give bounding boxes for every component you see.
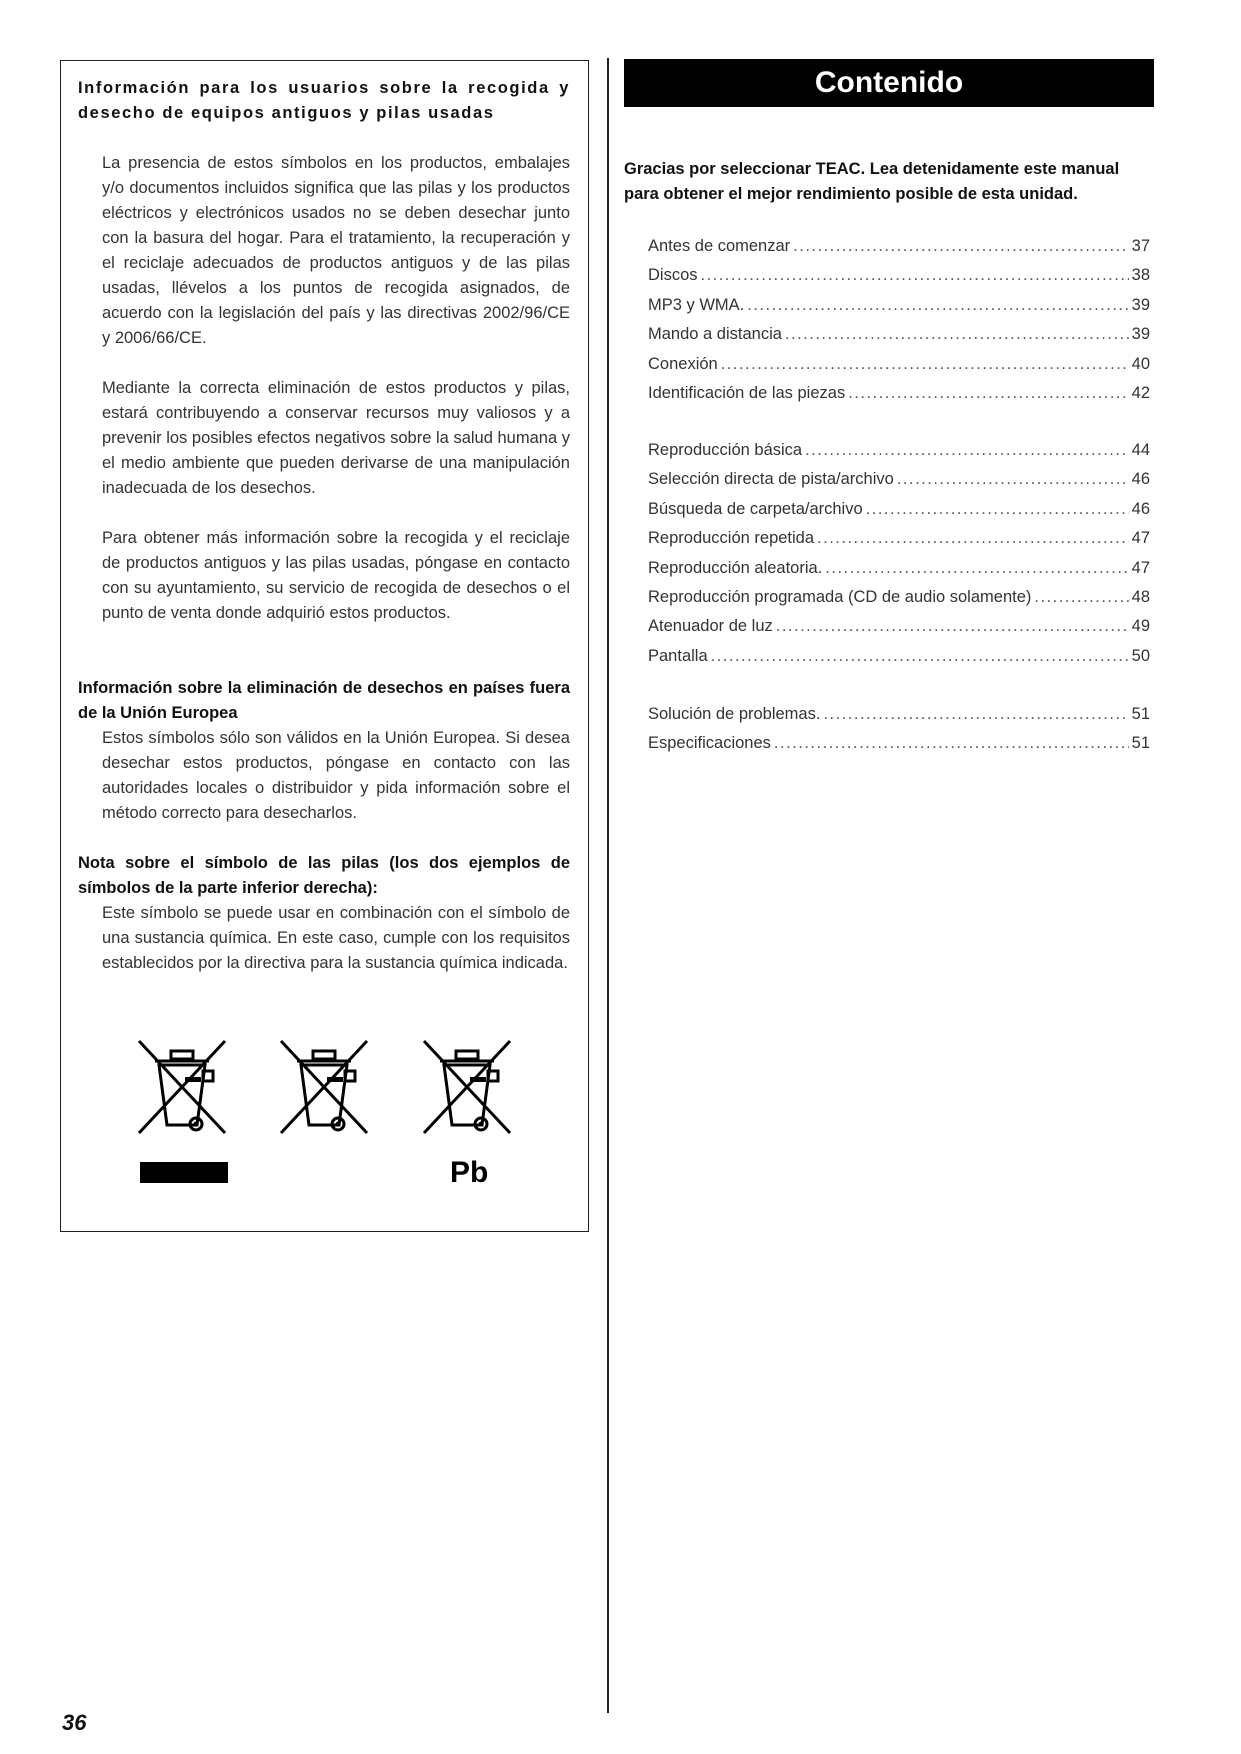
toc-entry-label: Reproducción básica xyxy=(648,441,803,459)
intro-text: Gracias por seleccionar TEAC. Lea detenidamente este manual para obtener el mejor rendimiento posible de esta unidad. xyxy=(624,160,1120,203)
toc-entry xyxy=(648,497,1150,522)
toc-entry-page: 51 xyxy=(1131,734,1150,753)
toc-entry-page: 40 xyxy=(1131,354,1150,373)
battery-note-text: Este símbolo se puede usar en combinación con el símbolo de una sustancia química. En este caso, cumple con los requisitos establecidos por la directiva para la sustancia química indicada. xyxy=(102,904,570,972)
toc-entry xyxy=(648,644,1150,669)
weee-heading: Información para los usuarios sobre la recogida y desecho de equipos antiguos y pilas usadas xyxy=(78,79,570,122)
toc-entry xyxy=(648,585,1150,610)
weee-paragraph-1: La presencia de estos símbolos en los productos, embalajes y/o documentos incluidos significa que las pilas y los productos eléctricos y electrónicos usados no se deben desechar junto con la basura del hogar. Para el tratamiento, la recuperación y el reciclaje adecuados de productos antiguos y de las pilas usadas, llévelos a los puntos de recogida asignados, de acuerdo con la legislación del país y las directivas 2002/96/CE y 2006/66/CE. xyxy=(102,154,570,347)
toc-entry xyxy=(648,322,1150,347)
toc-entry-page: 47 xyxy=(1131,529,1150,548)
toc-entry-label: MP3 y WMA. xyxy=(648,295,745,314)
toc-entry xyxy=(648,381,1150,406)
toc-entry-page: 42 xyxy=(1131,384,1150,402)
toc-leader-dots xyxy=(848,381,1128,406)
toc-entry xyxy=(648,702,1150,727)
toc-leader-dots xyxy=(721,352,1129,377)
toc-entry-page: 46 xyxy=(1131,499,1150,518)
toc-leader-dots xyxy=(776,614,1129,639)
toc-entry-label: Reproducción aleatoria. xyxy=(648,558,823,577)
toc-entry-page: 44 xyxy=(1131,441,1150,459)
crossed-out-wheelie-bin-icon xyxy=(133,1037,231,1137)
toc-entry xyxy=(648,614,1150,639)
toc-entry-label: Antes de comenzar xyxy=(648,237,791,255)
non-eu-text: Estos símbolos sólo son válidos en la Unión Europea. Si desea desechar estos productos, póngase en contacto con las autoridades locales o distribuidor y pida información sobre el método correcto para desecharlos. xyxy=(102,729,570,822)
toc-leader-dots xyxy=(711,644,1129,669)
toc-entry-page: 39 xyxy=(1131,295,1150,314)
toc-entry-label: Pantalla xyxy=(648,646,708,665)
toc-leader-dots xyxy=(897,467,1129,492)
weee-paragraph-2: Mediante la correcta eliminación de estos productos y pilas, estará contribuyendo a conservar recursos muy valiosos y a prevenir los posibles efectos negativos sobre la salud humana y el medio ambiente que pueden derivarse de una manipulación inadecuada de los desechos. xyxy=(102,379,570,497)
toc-entry-page: 39 xyxy=(1131,325,1150,344)
toc-entry xyxy=(648,731,1150,756)
toc-leader-dots xyxy=(1034,585,1128,610)
toc-entry-label: Identificación de las piezas xyxy=(648,384,846,402)
toc-leader-dots xyxy=(747,293,1128,318)
toc-entry-page: 51 xyxy=(1131,705,1150,723)
crossed-out-wheelie-bin-icon xyxy=(418,1037,516,1137)
toc-entry-label: Atenuador de luz xyxy=(648,617,773,636)
toc-entry-label: Reproducción repetida xyxy=(648,529,815,548)
crossed-out-wheelie-bin-icon xyxy=(275,1037,373,1137)
toc-entry-page: 50 xyxy=(1131,646,1150,665)
toc-leader-dots xyxy=(823,702,1128,727)
non-eu-heading: Información sobre la eliminación de desechos en países fuera de la Unión Europea xyxy=(78,679,570,722)
toc-entry xyxy=(648,526,1150,551)
toc-entry-label: Búsqueda de carpeta/archivo xyxy=(648,499,863,518)
toc-entry xyxy=(648,556,1150,581)
toc-leader-dots xyxy=(805,438,1129,463)
toc-entry-page: 49 xyxy=(1131,617,1150,636)
toc-leader-dots xyxy=(825,556,1128,581)
toc-leader-dots xyxy=(866,497,1129,522)
battery-note-heading: Nota sobre el símbolo de las pilas (los dos ejemplos de símbolos de la parte inferior derecha): xyxy=(78,854,570,897)
toc-entry-page: 38 xyxy=(1131,266,1150,285)
toc-entry-label: Reproducción programada (CD de audio solamente) xyxy=(648,588,1032,606)
toc-entry xyxy=(648,352,1150,377)
toc-entry xyxy=(648,467,1150,492)
toc-entry-page: 47 xyxy=(1131,558,1150,577)
toc-entry-label: Mando a distancia xyxy=(648,325,782,344)
black-bar-symbol xyxy=(140,1162,228,1183)
toc-entry-label: Discos xyxy=(648,266,698,285)
toc-leader-dots xyxy=(785,322,1129,347)
toc-entry-page: 48 xyxy=(1131,588,1150,606)
column-divider xyxy=(607,58,609,1713)
toc-entry-label: Especificaciones xyxy=(648,734,771,753)
toc-entry xyxy=(648,234,1150,259)
toc-leader-dots xyxy=(701,263,1129,288)
chemical-symbol-label: Pb xyxy=(450,1156,489,1189)
toc-leader-dots xyxy=(817,526,1129,551)
toc-entry-label: Conexión xyxy=(648,354,718,373)
toc-leader-dots xyxy=(793,234,1128,259)
toc-leader-dots xyxy=(774,731,1129,756)
toc-entry-page: 46 xyxy=(1131,470,1150,489)
toc-entry xyxy=(648,263,1150,288)
page-number: 36 xyxy=(62,1710,87,1735)
page-title: Contenido xyxy=(624,59,1154,107)
toc-entry xyxy=(648,438,1150,463)
toc-entry-label: Solución de problemas. xyxy=(648,705,821,723)
toc-entry xyxy=(648,293,1150,318)
weee-paragraph-3: Para obtener más información sobre la recogida y el reciclaje de productos antiguos y las pilas usadas, póngase en contacto con su ayuntamiento, su servicio de recogida de desechos o el punto de venta donde adquirió estos productos. xyxy=(102,529,570,622)
toc-entry-label: Selección directa de pista/archivo xyxy=(648,470,894,489)
toc-entry-page: 37 xyxy=(1131,237,1150,255)
